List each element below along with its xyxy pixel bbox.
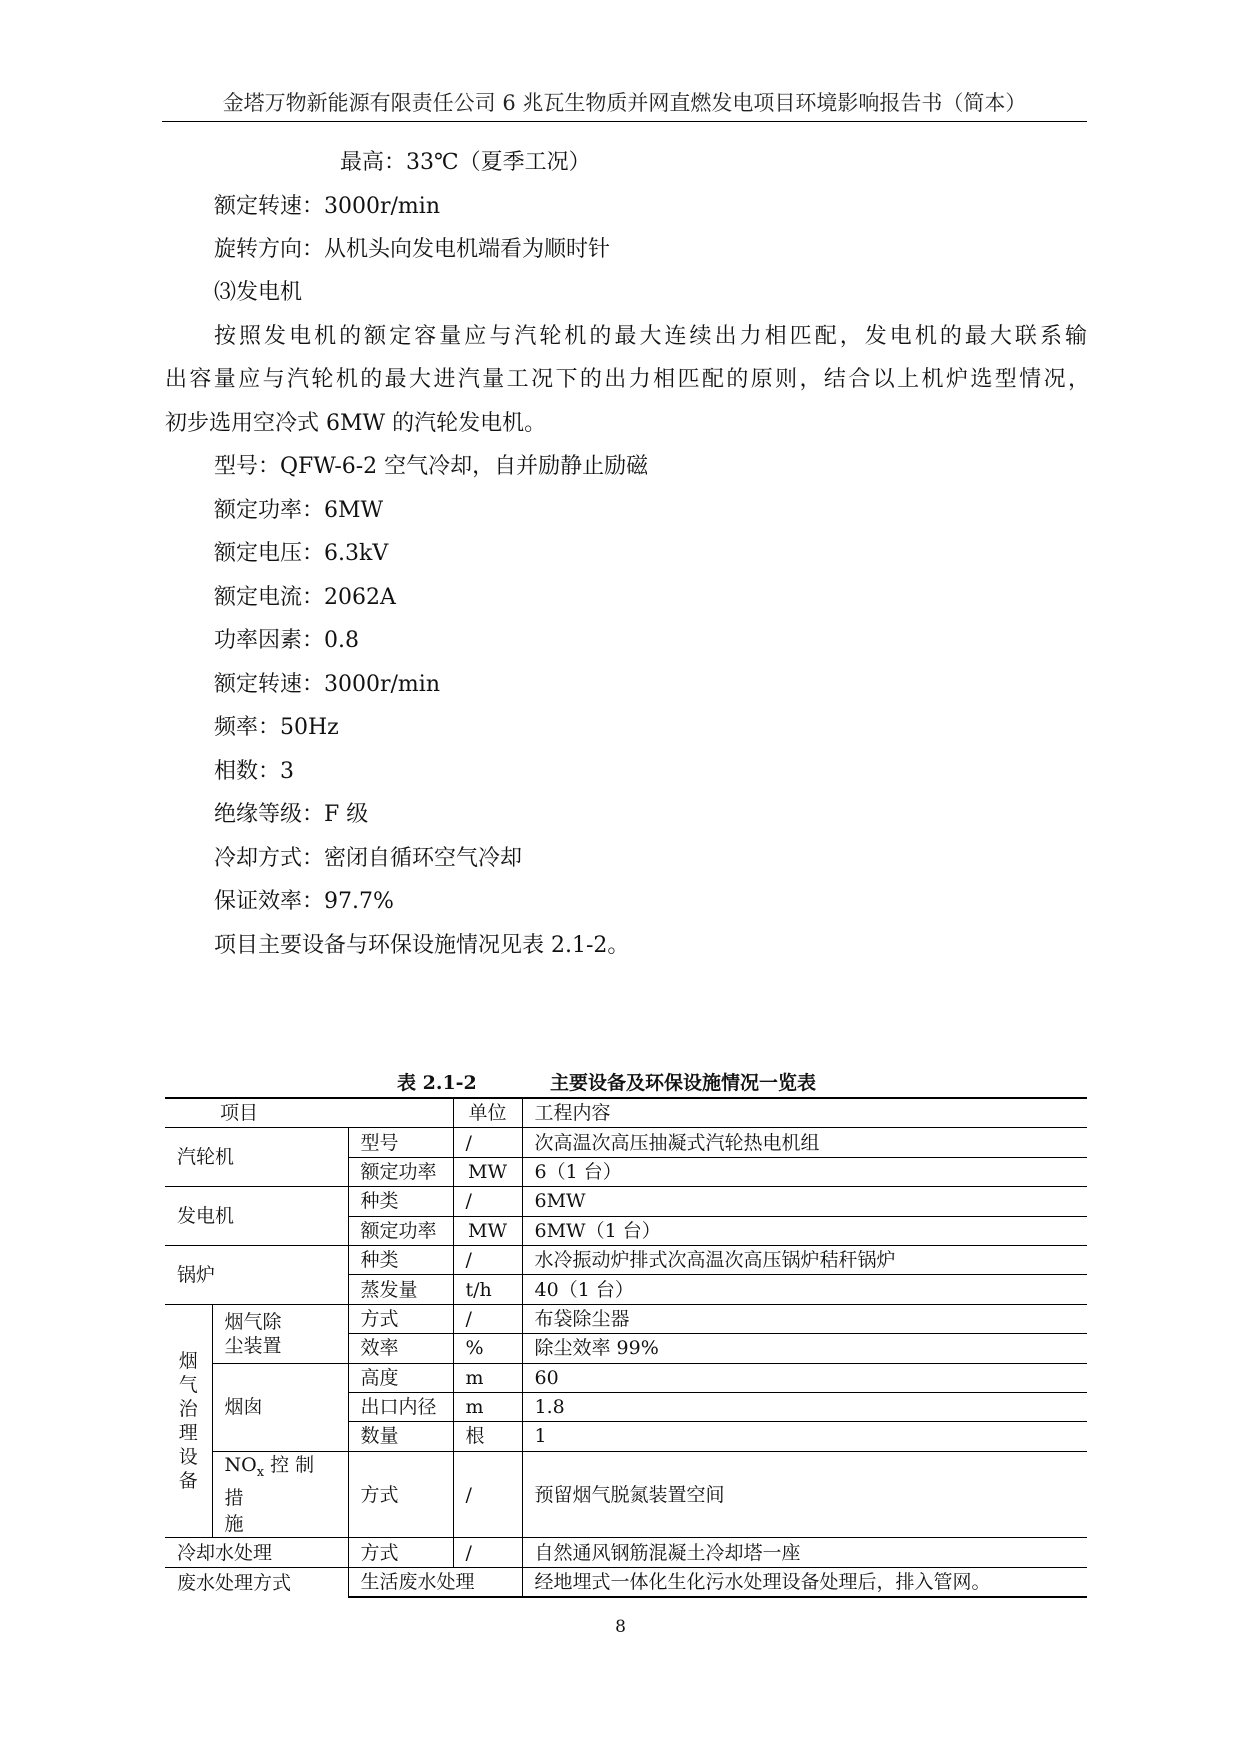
param-cell: 型号 xyxy=(348,1128,453,1157)
paragraph-line-1: 按照发电机的额定容量应与汽轮机的最大连续出力相匹配，发电机的最大联系输 xyxy=(214,324,1087,349)
table-row xyxy=(165,1363,1087,1392)
paragraph-line-2: 出容量应与汽轮机的最大进汽量工况下的出力相匹配的原则，结合以上机炉选型情况， xyxy=(165,367,1090,392)
unit-cell: m xyxy=(453,1392,522,1421)
table-row xyxy=(165,1304,1087,1333)
cooling-water-label: 冷却水处理 xyxy=(165,1538,348,1567)
table-row xyxy=(165,1187,1087,1216)
param-cell: 效率 xyxy=(348,1334,453,1363)
content-cell: 自然通风钢筋混凝土冷却塔一座 xyxy=(522,1538,1087,1567)
turbine-speed-line: 额定转速：3000r/min xyxy=(214,194,440,219)
param-cell: 方式 xyxy=(348,1304,453,1333)
unit-cell: % xyxy=(453,1334,522,1363)
param-cell: 种类 xyxy=(348,1187,453,1216)
content-cell: 6MW（1 台） xyxy=(522,1216,1087,1245)
dust-removal-label xyxy=(212,1304,348,1363)
wastewater-label: 废水处理方式 xyxy=(165,1567,348,1597)
unit-cell: / xyxy=(453,1187,522,1216)
table-number: 表 2.1-2 xyxy=(397,1072,477,1094)
vertical-char: 烟 xyxy=(178,1350,198,1373)
generator-power-line: 额定功率：6MW xyxy=(214,498,384,523)
generator-current-line: 额定电流：2062A xyxy=(214,585,396,610)
content-cell: 6（1 台） xyxy=(522,1157,1087,1186)
content-cell: 次高温次高压抽凝式汽轮热电机组 xyxy=(522,1128,1087,1157)
vertical-char: 理 xyxy=(178,1422,198,1445)
generator-voltage-line: 额定电压：6.3kV xyxy=(214,541,389,566)
generator-cooling-line: 冷却方式：密闭自循环空气冷却 xyxy=(214,846,523,871)
param-cell: 种类 xyxy=(348,1245,453,1274)
unit-cell: / xyxy=(453,1451,522,1538)
nox-label-main: NO xyxy=(224,1453,257,1476)
content-cell: 布袋除尘器 xyxy=(522,1304,1087,1333)
table-intro-line: 项目主要设备与环保设施情况见表 2.1-2。 xyxy=(214,933,630,958)
generator-frequency-line: 频率：50Hz xyxy=(214,715,339,740)
paragraph-line-3: 初步选用空冷式 6MW 的汽轮发电机。 xyxy=(165,411,547,436)
param-cell: 数量 xyxy=(348,1422,453,1451)
unit-cell: / xyxy=(453,1538,522,1567)
generator-speed-line: 额定转速：3000r/min xyxy=(214,672,440,697)
table-header-row xyxy=(165,1098,1087,1128)
unit-cell: MW xyxy=(453,1216,522,1245)
boiler-label: 锅炉 xyxy=(165,1245,348,1304)
section-heading-generator: ⑶发电机 xyxy=(214,280,303,305)
param-cell: 方式 xyxy=(348,1538,453,1567)
max-temp-line: 最高：33℃（夏季工况） xyxy=(340,150,591,175)
content-cell: 经地埋式一体化生化污水处理设备处理后，排入管网。 xyxy=(522,1567,1087,1597)
unit-cell: m xyxy=(453,1363,522,1392)
table-row xyxy=(165,1128,1087,1157)
table-title: 主要设备及环保设施情况一览表 xyxy=(550,1072,817,1094)
param-cell: 高度 xyxy=(348,1363,453,1392)
vertical-char: 气 xyxy=(178,1374,198,1397)
chimney-label: 烟囱 xyxy=(212,1363,348,1451)
vertical-char: 治 xyxy=(178,1398,198,1421)
unit-cell: MW xyxy=(453,1157,522,1186)
dust-label-line1: 烟气除 xyxy=(224,1310,282,1333)
table-row xyxy=(165,1567,1087,1597)
unit-cell: / xyxy=(453,1128,522,1157)
table-row xyxy=(165,1538,1087,1567)
turbine-label: 汽轮机 xyxy=(165,1128,348,1187)
unit-cell: / xyxy=(453,1304,522,1333)
vertical-char: 设 xyxy=(178,1446,198,1469)
generator-insulation-line: 绝缘等级：F 级 xyxy=(214,802,369,827)
rotation-line: 旋转方向：从机头向发电机端看为顺时针 xyxy=(214,237,611,262)
generator-phases-line: 相数：3 xyxy=(214,759,294,784)
unit-cell: 根 xyxy=(453,1422,522,1451)
table-caption xyxy=(165,1070,1090,1096)
content-cell: 水冷振动炉排式次高温次高压锅炉秸秆锅炉 xyxy=(522,1245,1087,1274)
equipment-table xyxy=(165,1097,1087,1598)
content-cell: 40（1 台） xyxy=(522,1275,1087,1304)
header-rule xyxy=(162,121,1087,122)
content-cell: 预留烟气脱氮装置空间 xyxy=(522,1451,1087,1538)
nox-control-label xyxy=(212,1451,348,1538)
unit-cell: / xyxy=(453,1245,522,1274)
flue-gas-vertical-label xyxy=(165,1304,212,1538)
generator-label: 发电机 xyxy=(165,1187,348,1246)
param-cell: 方式 xyxy=(348,1451,453,1538)
content-cell: 1.8 xyxy=(522,1392,1087,1421)
content-cell: 6MW xyxy=(522,1187,1087,1216)
param-cell: 生活废水处理 xyxy=(348,1567,522,1597)
param-cell: 额定功率 xyxy=(348,1157,453,1186)
dust-label-line2: 尘装置 xyxy=(224,1334,282,1357)
table-row xyxy=(165,1245,1087,1274)
header-unit: 单位 xyxy=(453,1098,522,1128)
content-cell: 60 xyxy=(522,1363,1087,1392)
content-cell: 除尘效率 99% xyxy=(522,1334,1087,1363)
generator-model-line: 型号：QFW-6-2 空气冷却，自并励静止励磁 xyxy=(214,454,649,479)
nox-label-rest: 控制措 xyxy=(224,1453,321,1510)
content-cell: 1 xyxy=(522,1422,1087,1451)
page-number: 8 xyxy=(615,1617,626,1637)
generator-efficiency-line: 保证效率：97.7% xyxy=(214,889,394,914)
unit-cell: t/h xyxy=(453,1275,522,1304)
nox-label-line2: 施 xyxy=(224,1513,244,1536)
param-cell: 蒸发量 xyxy=(348,1275,453,1304)
page-header: 金塔万物新能源有限责任公司 6 兆瓦生物质并网直燃发电项目环境影响报告书（简本） xyxy=(222,91,1027,115)
generator-power-factor-line: 功率因素：0.8 xyxy=(214,628,359,653)
header-content: 工程内容 xyxy=(522,1098,1087,1128)
table-row xyxy=(165,1451,1087,1538)
nox-label-sub: x xyxy=(256,1464,265,1480)
vertical-char: 备 xyxy=(178,1470,198,1493)
header-item: 项目 xyxy=(165,1098,453,1128)
param-cell: 出口内径 xyxy=(348,1392,453,1421)
param-cell: 额定功率 xyxy=(348,1216,453,1245)
